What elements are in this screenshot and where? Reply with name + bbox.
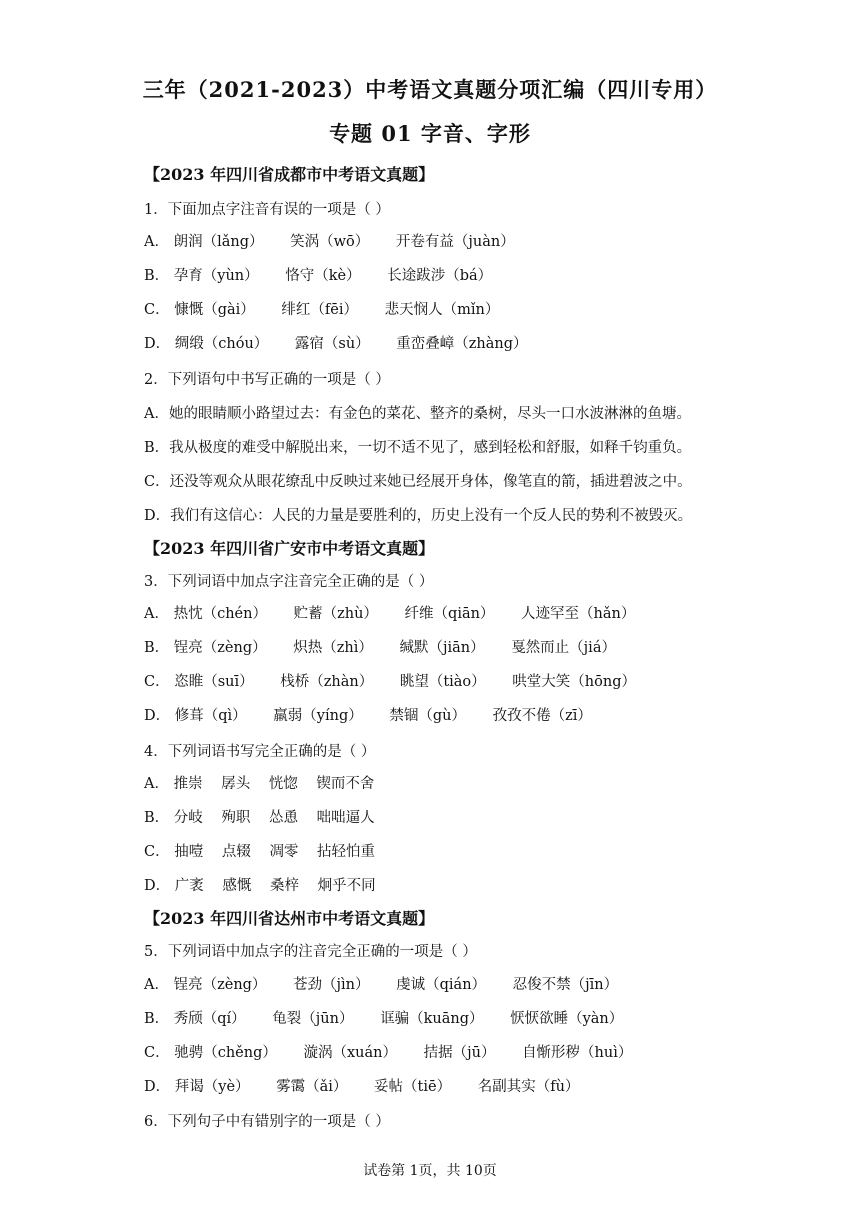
option-word: 漩涡（xuán） [303,1045,397,1061]
document-subtitle: 专题 01 字音、字形 [329,121,531,146]
option-word: 点辍 [221,844,251,860]
option-row [144,298,521,319]
question-stem: 3．下列词语中加点字注音完全正确的是（ ） [144,574,434,590]
option-word: 绸缎（chóu） [174,336,269,352]
option-label: C． [144,1045,170,1061]
option-word: 栈桥（zhàn） [280,674,374,690]
option-row [144,704,614,725]
option-label: A． [144,234,169,250]
option-word: 炯乎不同 [317,878,376,894]
option-word: 缄默（jiān） [399,640,485,656]
section-heading: 【2023 年四川省成都市中考语文真题】 [144,165,435,184]
option-word: 朗润（lǎng） [173,234,264,250]
option-word: 雾霭（ǎi） [276,1079,348,1095]
option-word: 羸弱（yíng） [273,708,363,724]
option-row [144,602,657,623]
option-word: 凋零 [269,844,299,860]
option-word: 长途跋涉（bá） [387,268,493,284]
option-word: 露宿（sù） [294,336,370,352]
option-label: C． [144,844,170,860]
option-word: 哄堂大笑（hōng） [512,674,636,690]
document-title: 三年（2021-2023）中考语文真题分项汇编（四川专用） [142,77,718,102]
option-word: 秀颀（qí） [173,1011,246,1027]
option-word: 锃亮（zèng） [173,640,267,656]
option-sentence: 她的眼睛顺小路望过去：有金色的菜花、整齐的桑树，尽头一口水波淋淋的鱼塘。 [168,406,691,422]
option-word: 锲而不舍 [316,776,375,792]
option-row [144,504,692,525]
option-label: A． [144,977,169,993]
option-word: 孱头 [221,776,251,792]
page-footer: 试卷第 1页，共 10页 [363,1163,497,1179]
option-label: A． [144,606,169,622]
option-word: 纤维（qiān） [404,606,495,622]
option-label: B． [144,640,170,656]
option-word: 桑梓 [269,878,299,894]
option-row [144,230,537,251]
option-label: A． [144,406,169,422]
option-word: 开卷有益（juàn） [395,234,515,250]
option-word: 慷慨（gài） [174,302,255,318]
option-word: 怂恿 [268,810,298,826]
option-word: 虔诚（qián） [396,977,487,993]
question-stem: 6．下列句子中有错别字的一项是（ ） [144,1114,390,1130]
option-row [144,264,514,285]
option-row [144,402,691,423]
option-word: 贮蓄（zhù） [293,606,378,622]
option-word: 戛然而止（jiá） [511,640,616,656]
option-word: 眺望（tiào） [399,674,486,690]
option-label: A． [144,776,169,792]
question-stem: 5．下列词语中加点字的注音完全正确的一项是（ ） [144,944,477,960]
option-word: 分岐 [173,810,203,826]
option-label: C． [144,302,170,318]
option-row [144,973,640,994]
option-word: 炽热（zhì） [293,640,373,656]
option-word: 诓骗（kuāng） [380,1011,484,1027]
option-label: D． [144,878,171,894]
option-row [144,1075,601,1096]
option-word: 人迹罕至（hǎn） [521,606,636,622]
option-word: 拜谒（yè） [174,1079,250,1095]
option-row [144,436,691,457]
question-stem: 4．下列词语书写完全正确的是（ ） [144,744,376,760]
question-stem: 1．下面加点字注音有误的一项是（ ） [144,202,390,218]
option-word: 恹恹欲睡（yàn） [510,1011,624,1027]
option-word: 笑涡（wō） [290,234,370,250]
option-label: B． [144,440,170,456]
option-label: B． [144,268,170,284]
option-word: 孜孜不倦（zī） [492,708,592,724]
option-word: 推崇 [173,776,203,792]
option-word: 龟裂（jūn） [272,1011,354,1027]
option-row [144,840,389,861]
section-heading: 【2023 年四川省达州市中考语文真题】 [144,909,435,928]
option-word: 禁锢（gù） [389,708,466,724]
option-word: 重峦叠嶂（zhàng） [396,336,528,352]
option-row [144,874,390,895]
option-row [144,772,388,793]
option-word: 殉职 [221,810,251,826]
option-label: D． [144,336,171,352]
option-word: 恪守（kè） [285,268,361,284]
option-word: 名副其实（fù） [477,1079,580,1095]
option-word: 忍俊不禁（jīn） [512,977,619,993]
section-heading: 【2023 年四川省广安市中考语文真题】 [144,539,435,558]
option-word: 绯红（fēi） [281,302,358,318]
option-label: C． [144,474,170,490]
option-label: D． [144,1079,171,1095]
option-word: 自惭形秽（huì） [522,1045,633,1061]
option-word: 感慨 [222,878,252,894]
option-row [144,806,389,827]
option-row [144,670,658,691]
option-row [144,470,692,491]
option-word: 热忱（chén） [173,606,267,622]
option-word: 修葺（qì） [174,708,247,724]
option-sentence: 我们有这信心：人民的力量是要胜利的，历史上没有一个反人民的势利不被毁灭。 [170,508,693,524]
option-label: B． [144,810,170,826]
option-sentence: 还没等观众从眼花缭乱中反映过来她已经展开身体，像笔直的箭，插进碧波之中。 [169,474,692,490]
option-word: 拮据（jū） [423,1045,496,1061]
option-word: 广袤 [174,878,204,894]
option-word: 拈轻怕重 [317,844,376,860]
option-word: 孕育（yùn） [173,268,259,284]
option-word: 锃亮（zèng） [173,977,267,993]
option-sentence: 我从极度的难受中解脱出来，一切不适不见了，感到轻松和舒服，如释千钧重负。 [169,440,692,456]
option-row [144,1041,654,1062]
option-row [144,636,638,657]
option-word: 恍惚 [268,776,298,792]
option-word: 妥帖（tiē） [374,1079,452,1095]
option-word: 苍劲（jìn） [293,977,370,993]
question-stem: 2．下列语句中书写正确的一项是（ ） [144,372,390,388]
option-label: D． [144,508,171,524]
option-label: D． [144,708,171,724]
option-word: 驰骋（chěng） [174,1045,277,1061]
option-word: 抽噎 [174,844,204,860]
option-row [144,332,550,353]
option-label: C． [144,674,170,690]
option-word: 咄咄逼人 [316,810,375,826]
option-label: B． [144,1011,170,1027]
option-word: 恣睢（suī） [174,674,254,690]
option-word: 悲天悯人（mǐn） [384,302,500,318]
option-row [144,1007,645,1028]
